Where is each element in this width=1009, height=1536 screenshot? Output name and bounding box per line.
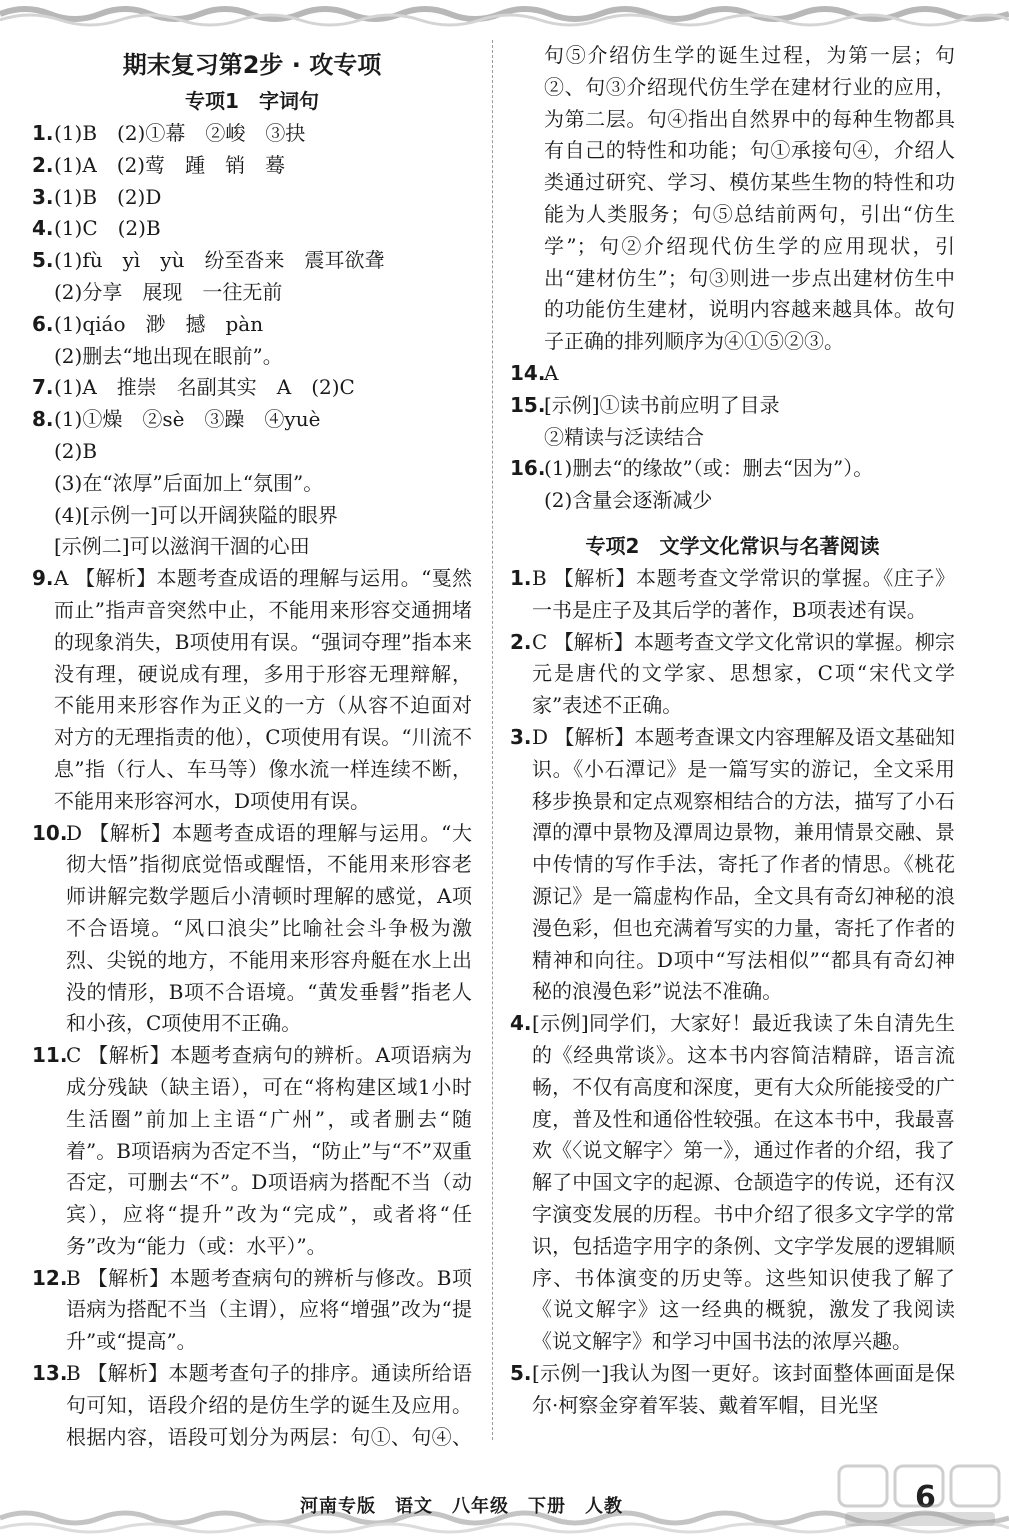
answer-13: 13. B 【解析】本题考查句子的排序。通读所给语句可知，语段介绍的是仿生学的诞生及应用。根据内容，语段可划分为两层：句①、句④、 [32,1358,472,1453]
answer-1-text: (1)B (2)①幕 ②峻 ③抉 [54,121,306,145]
answer-8: 8. (1)①燥 ②sè ③躁 ④yuè [32,404,472,436]
answer-s2-2-text: C 【解析】本题考查文学文化常识的掌握。柳宗元是唐代的文学家、思想家，C项“宋代文学家”表述不正确。 [532,629,955,718]
column-divider [492,40,493,1440]
answer-12: 12. B 【解析】本题考查病句的辨析与修改。B项语病为搭配不当（主谓），应将“增强”改为“提升”或“提高”。 [32,1263,472,1358]
answer-9-text: A 【解析】本题考查成语的理解与运用。“戛然而止”指声音突然中止，不能用来形容交通拥堵的现象消失，B项使用有误。“强词夺理”指本来没有理，硬说成有理，多用于形容无理辩解，不能用来形容作为正义的一方（从容不迫面对对方的无理指责的他），C项使用有误。“川流不息”指（行人、车马等）像水流一样连续不断，不能用来形容河水，D项使用有误。 [54,566,472,813]
answer-16-text-a: (1)删去“的缘故”（或：删去“因为”）。 [544,456,874,481]
answer-6: 6. (1)qiáo 渺 撼 pàn [32,309,472,341]
section-heading-1: 专项1 字词句 [185,89,319,113]
answer-13-continued [510,40,955,358]
answer-3-text: (1)B (2)D [54,184,162,209]
answer-9: 9. A 【解析】本题考查成语的理解与运用。“戛然而止”指声音突然中止，不能用来形容交通拥堵的现象消失，B项使用有误。“强词夺理”指本来没有理，硬说成有理，多用于形容无理辩解，不能用来形容作为正义的一方（从容不迫面对对方的无理指责的他），C项使用有误。“川流不息”指（行人、车马等）像水流一样连续不断，不能用来形容河水，D项使用有误。 [32,563,472,817]
answer-s2-1: 1. B 【解析】本题考查文学常识的掌握。《庄子》一书是庄子及其后学的著作，B项表述有误。 [510,563,955,627]
answer-3: 3. (1)B (2)D [32,182,472,214]
answer-16: 16. (1)删去“的缘故”（或：删去“因为”）。 [510,453,955,485]
answer-s2-2: 2. C 【解析】本题考查文学文化常识的掌握。柳宗元是唐代的文学家、思想家，C项“宋代文学家”表述不正确。 [510,627,955,722]
watermark-logo-icon [835,1460,1005,1532]
answer-5: 5. (1)fù yì yù 纷至沓来 震耳欲聋 [32,245,472,277]
page-title: 期末复习第2步 · 攻专项 [122,51,382,79]
answer-2-text: (1)A (2)莺 踵 销 蓦 [54,152,286,177]
answer-11: 11. C 【解析】本题考查病句的辨析。A项语病为成分残缺（缺主语），可在“将构建区域1小时生活圈”前加上主语“广州”，或者删去“随着”。B项语病为否定不当，“防止”与“不”双重否定，可删去“不”。D项语病为搭配不当（动宾），应将“提升”改为“完成”，或者将“任务”改为“能力（或：水平）”。 [32,1040,472,1263]
answer-16-text-b: (2)含量会逐渐减少 [544,488,713,513]
answer-1: 1. (1)B (2)①幕 ②峻 ③抉 [32,118,472,150]
answer-s2-5: 5. [示例一]我认为图一更好。该封面整体画面是保尔·柯察金穿着军装、戴着军帽，目光坚 [510,1358,955,1422]
answer-8-text-c: (3)在“浓厚”后面加上“氛围”。 [54,470,324,495]
answer-7: 7. (1)A 推崇 名副其实 A (2)C [32,372,472,404]
top-decorative-band [0,0,1009,28]
left-column [32,40,472,1453]
answer-10-text: D 【解析】本题考查成语的理解与运用。“大彻大悟”指彻底觉悟或醒悟，不能用来形容老师讲解完数学题后小清顿时理解的感觉，A项不合语境。“风口浪尖”比喻社会斗争极为激烈、尖锐的地方，不能用来形容舟艇在水上出没的情形，B项不合语境。“黄发垂髫”指老人和小孩，C项使用不正确。 [66,820,472,1036]
answer-6-text-b: (2)删去“地出现在眼前”。 [54,343,283,368]
answer-4: 4. (1)C (2)B [32,213,472,245]
answer-15: 15. [示例]①读书前应明了目录 [510,390,955,422]
answer-13-text: B 【解析】本题考查句子的排序。通读所给语句可知，语段介绍的是仿生学的诞生及应用。根据内容，语段可划分为两层：句①、句④、 [66,1361,472,1449]
answer-14-text: A [544,361,559,385]
answer-4-text: (1)C (2)B [54,216,161,241]
answer-12-text: B 【解析】本题考查病句的辨析与修改。B项语病为搭配不当（主谓），应将“增强”改为“提升”或“提高”。 [66,1265,472,1354]
answer-13-continued-text: 句⑤介绍仿生学的诞生过程，为第一层；句②、句③介绍现代仿生学在建材行业的应用，为第二层。句④指出自然界中的每种生物都具有自己的特性和功能；句①承接句④，介绍人类通过研究、学习、模仿某些生物的特性和功能为人类服务；句⑤总结前两句，引出“仿生学”；句②介绍现代仿生学的应用现状，引出“建材仿生”；句③则进一步点出建材仿生中的功能仿生建材，说明内容越来越具体。故句子正确的排列顺序为④①⑤②③。 [544,43,955,354]
answer-s2-1-text: B 【解析】本题考查文学常识的掌握。《庄子》一书是庄子及其后学的著作，B项表述有误。 [532,565,955,622]
answer-8-text-a: (1)①燥 ②sè ③躁 ④yuè [54,407,321,432]
answer-15-text-a: [示例]①读书前应明了目录 [544,392,780,417]
answer-5-text-a: (1)fù yì yù 纷至沓来 震耳欲聋 [54,248,385,273]
answer-s2-3-text: D 【解析】本题考查课文内容理解及语文基础知识。《小石潭记》是一篇写实的游记，全文采用移步换景和定点观察相结合的方法，描写了小石潭的潭中景物及潭周边景物，兼用情景交融、景中传情的写作手法，寄托了作者的情思。《桃花源记》是一篇虚构作品，全文具有奇幻神秘的浪漫色彩，但也充满着写实的力量，寄托了作者的精神和向往。D项中“写法相似”“都具有奇幻神秘的浪漫色彩”说法不准确。 [532,724,955,1004]
page-number: 6 [915,1480,936,1515]
answer-8-text-d: (4)[示例一]可以开阔狭隘的眼界 [54,502,338,527]
answer-2: 2. (1)A (2)莺 踵 销 蓦 [32,150,472,182]
answer-8-text-b: (2)B [54,438,98,463]
answer-10: 10. D 【解析】本题考查成语的理解与运用。“大彻大悟”指彻底觉悟或醒悟，不能用来形容老师讲解完数学题后小清顿时理解的感觉，A项不合语境。“风口浪尖”比喻社会斗争极为激烈、尖锐的地方，不能用来形容舟艇在水上出没的情形，B项不合语境。“黄发垂髫”指老人和小孩，C项使用不正确。 [32,818,472,1041]
answer-6-text-a: (1)qiáo 渺 撼 pàn [54,311,264,336]
answer-s2-4: 4. [示例]同学们，大家好！最近我读了朱自清先生的《经典常谈》。这本书内容简洁精辟，语言流畅，不仅有高度和深度，更有大众所能接受的广度，普及性和通俗性较强。在这本书中，我最喜欢《〈说文解字〉第一》，通过作者的介绍，我了解了中国文字的起源、仓颉造字的传说，还有汉字演变发展的历程。书中介绍了很多文字学的常识，包括造字用字的条例、文字学发展的逻辑顺序、书体演变的历史等。这些知识使我了解了《说文解字》这一经典的概貌，激发了我阅读《说文解字》和学习中国书法的浓厚兴趣。 [510,1008,955,1358]
answer-11-text: C 【解析】本题考查病句的辨析。A项语病为成分残缺（缺主语），可在“将构建区域1小时生活圈”前加上主语“广州”，或者删去“随着”。B项语病为否定不当，“防止”与“不”双重否定，可删去“不”。D项语病为搭配不当（动宾），应将“提升”改为“完成”，或者将“任务”改为“能力（或：水平）”。 [66,1043,472,1258]
answer-s2-5-text: [示例一]我认为图一更好。该封面整体画面是保尔·柯察金穿着军装、戴着军帽，目光坚 [532,1360,955,1417]
answer-15-text-b: ②精读与泛读结合 [544,424,704,449]
section-heading-2: 专项2 文学文化常识与名著阅读 [585,533,880,558]
answer-14: 14. A [510,358,955,390]
answer-8-text-e: [示例二]可以滋润干涸的心田 [54,534,310,559]
answer-5-text-b: (2)分享 展现 一往无前 [54,279,283,304]
answer-s2-3: 3. D 【解析】本题考查课文内容理解及语文基础知识。《小石潭记》是一篇写实的游记，全文采用移步换景和定点观察相结合的方法，描写了小石潭的潭中景物及潭周边景物，兼用情景交融、景中传情的写作手法，寄托了作者的情思。《桃花源记》是一篇虚构作品，全文具有奇幻神秘的浪漫色彩，但也充满着写实的力量，寄托了作者的精神和向往。D项中“写法相似”“都具有奇幻神秘的浪漫色彩”说法不准确。 [510,722,955,1008]
right-column [510,40,955,1422]
footer-edition: 河南专版 语文 八年级 下册 人教 [300,1496,623,1517]
answer-s2-4-text: [示例]同学们，大家好！最近我读了朱自清先生的《经典常谈》。这本书内容简洁精辟，语言流畅，不仅有高度和深度，更有大众所能接受的广度，普及性和通俗性较强。在这本书中，我最喜欢《〈说文解字〉第一》，通过作者的介绍，我了解了中国文字的起源、仓颉造字的传说，还有汉字演变发展的历程。书中介绍了很多文字学的常识，包括造字用字的条例、文字学发展的逻辑顺序、书体演变的历史等。这些知识使我了解了《说文解字》这一经典的概貌，激发了我阅读《说文解字》和学习中国书法的浓厚兴趣。 [532,1011,955,1354]
answer-7-text: (1)A 推崇 名副其实 A (2)C [54,375,355,400]
